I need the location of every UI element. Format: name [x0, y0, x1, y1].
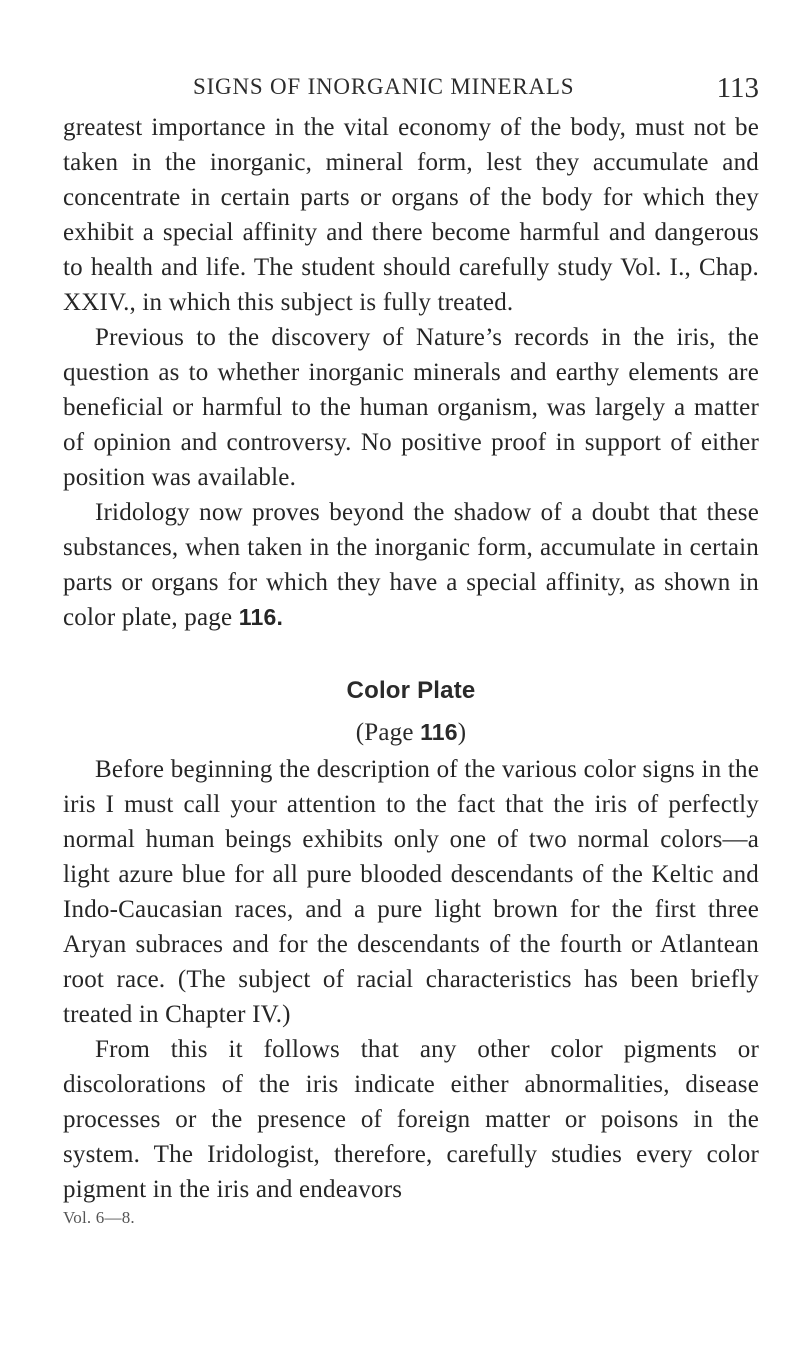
paragraph-previous-discovery: Previous to the discovery of Nature’s records in the iris, the question as to whether inorganic minerals and earthy elements are beneficial or harmful to the human organism, was largely a matter of opinion and controversy. No positive proof in support of either position was available. [63, 324, 759, 491]
running-head [63, 72, 759, 106]
section-subheading [63, 713, 759, 752]
signature-mark: Vol. 6—8. [63, 1208, 135, 1227]
section-heading: Color Plate [346, 677, 476, 704]
running-title: SIGNS OF INORGANIC MINERALS [193, 74, 575, 99]
paragraph-iridology-text: Iridology now proves beyond the shadow of a doubt that these substances, when taken in the inorganic form, accumulate in certain parts or organs for which they have a special affinity, as shown in color plate, page [63, 499, 759, 631]
paragraph-iridology-proves [63, 495, 759, 635]
paragraph-continuation: greatest importance in the vital economy of the body, must not be taken in the inorganic, mineral form, lest they accumulate and concentrate in certain parts or organs of the body for which they exhibit a special affinity and there become harmful and dangerous to health and life. The student should carefully study Vol. I., Chap. XXIV., in which this subject is fully treated. [63, 114, 759, 316]
paragraph-discolorations: From this it follows that any other color pigments or discolorations of the iris indicate either abnormalities, disease processes or the presence of foreign matter or poisons in the system. The Iridologist, therefore, carefully studies every color pigment in the iris and endeavors [63, 1036, 759, 1203]
section-sub-number: 116 [420, 719, 458, 745]
section-sub-open: (Page [355, 719, 421, 746]
book-page [63, 0, 759, 1350]
page-number: 113 [716, 72, 759, 104]
paragraph-color-signs: Before beginning the description of the various color signs in the iris I must call your attention to the fact that the iris of perfectly normal human beings exhibits only one of two normal colors—a light azure blue for all pure blooded descendants of the Keltic and Indo-Caucasian races, and a pure light brown for the first three Aryan subraces and for the descendants of the fourth or Atlantean root race. (The subject of racial characteristics has been briefly treated in Chapter IV.) [63, 756, 759, 1028]
page-reference: 116. [238, 604, 284, 630]
body-text [63, 110, 759, 1229]
section-sub-close: ) [457, 719, 467, 746]
